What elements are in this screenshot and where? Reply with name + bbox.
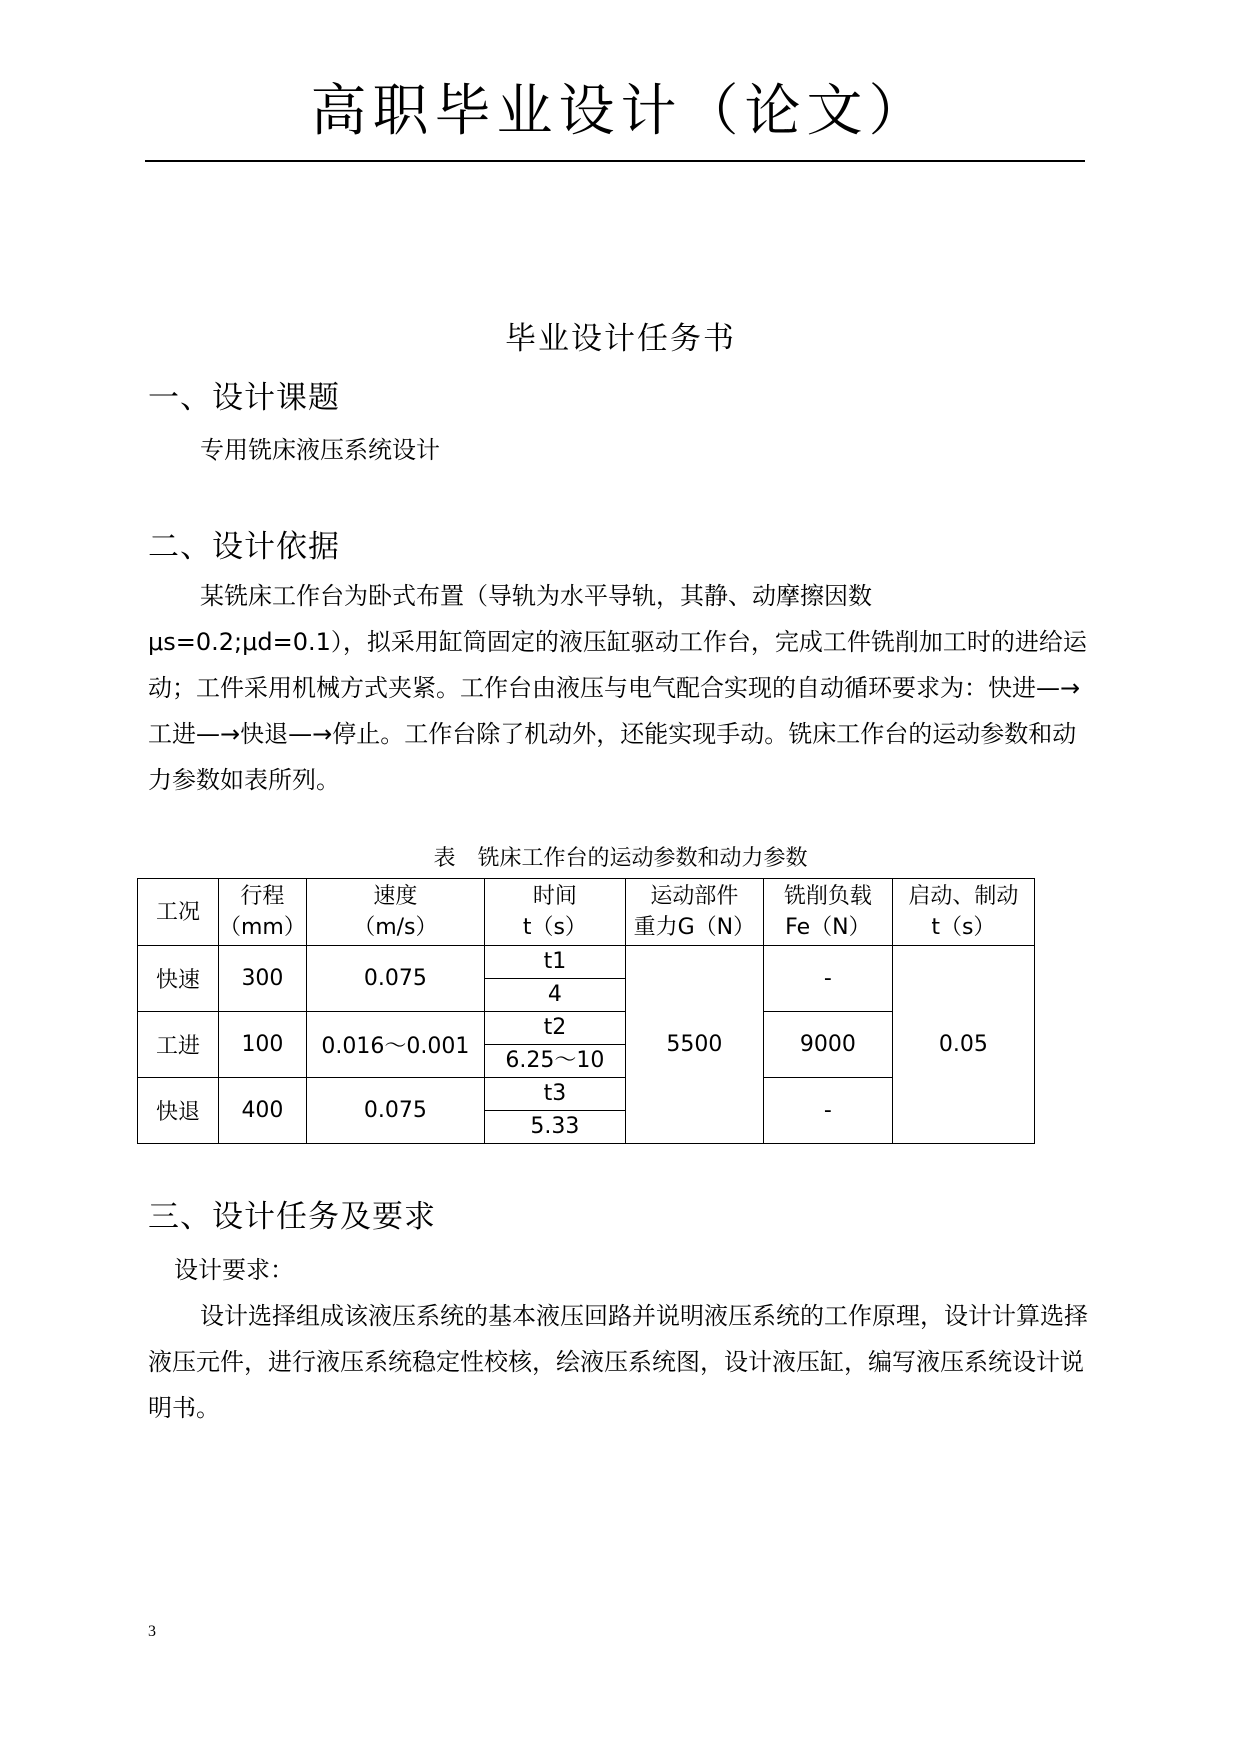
section3-heading: 三、设计任务及要求 — [148, 1199, 436, 1235]
row-load: - — [763, 1078, 892, 1144]
row-condition: 快速 — [138, 946, 219, 1012]
row-condition: 快退 — [138, 1078, 219, 1144]
row-condition: 工进 — [138, 1012, 219, 1078]
row-time-label: t2 — [484, 1012, 625, 1045]
row-load: 9000 — [763, 1012, 892, 1078]
task-book-title: 毕业设计任务书 — [505, 321, 736, 357]
header-start-stop: 启动、制动 t（s） — [892, 879, 1034, 946]
header-stroke: 行程 （mm） — [219, 879, 307, 946]
section2-body: 某铣床工作台为卧式布置（导轨为水平导轨，其静、动摩擦因数μs=0.2;μd=0.1），拟采用缸筒固定的液压缸驱动工作台，完成工件铣削加工时的进给运动；工件采用机械方式夹紧。工作台由液压与电气配合实现的自动循环要求为：快进—→工进—→快退—→停止。工作台除了机动外，还能实现手动。铣床工作台的运动参数和动力参数如表所列。 — [148, 582, 1087, 794]
row-time-label: t1 — [484, 946, 625, 979]
row-speed: 0.075 — [306, 1078, 484, 1144]
row-speed: 0.016～0.001 — [306, 1012, 484, 1078]
start-stop-cell: 0.05 — [892, 946, 1034, 1144]
row-time-value: 4 — [484, 979, 625, 1012]
row-time-value: 5.33 — [484, 1111, 625, 1144]
row-time-label: t3 — [484, 1078, 625, 1111]
page-number: 3 — [148, 1623, 156, 1640]
section1-body: 专用铣床液压系统设计 — [200, 436, 440, 464]
row-stroke: 300 — [219, 946, 307, 1012]
row-speed: 0.075 — [306, 946, 484, 1012]
row-stroke: 400 — [219, 1078, 307, 1144]
row-load: - — [763, 946, 892, 1012]
document-title: 高职毕业设计（论文） — [310, 79, 931, 144]
section3-subheading: 设计要求： — [174, 1256, 294, 1284]
weight-cell: 5500 — [625, 946, 763, 1144]
table-header-row — [138, 879, 1035, 946]
header-weight: 运动部件 重力G（N） — [625, 879, 763, 946]
table-caption: 表 铣床工作台的运动参数和动力参数 — [433, 846, 808, 871]
table-row — [138, 946, 1035, 979]
section3-body: 设计选择组成该液压系统的基本液压回路并说明液压系统的工作原理，设计计算选择液压元件，进行液压系统稳定性校核，绘液压系统图，设计液压缸，编写液压系统设计说明书。 — [148, 1302, 1088, 1422]
header-time: 时间 t（s） — [484, 879, 625, 946]
row-stroke: 100 — [219, 1012, 307, 1078]
section1-heading: 一、设计课题 — [148, 380, 340, 416]
parameters-table — [137, 878, 1035, 1144]
header-condition: 工况 — [138, 879, 219, 946]
row-time-value: 6.25～10 — [484, 1045, 625, 1078]
header-cutting-load: 铣削负载 Fe（N） — [763, 879, 892, 946]
section2-heading: 二、设计依据 — [148, 529, 340, 565]
header-speed: 速度 （m/s） — [306, 879, 484, 946]
title-underline — [145, 160, 1085, 162]
